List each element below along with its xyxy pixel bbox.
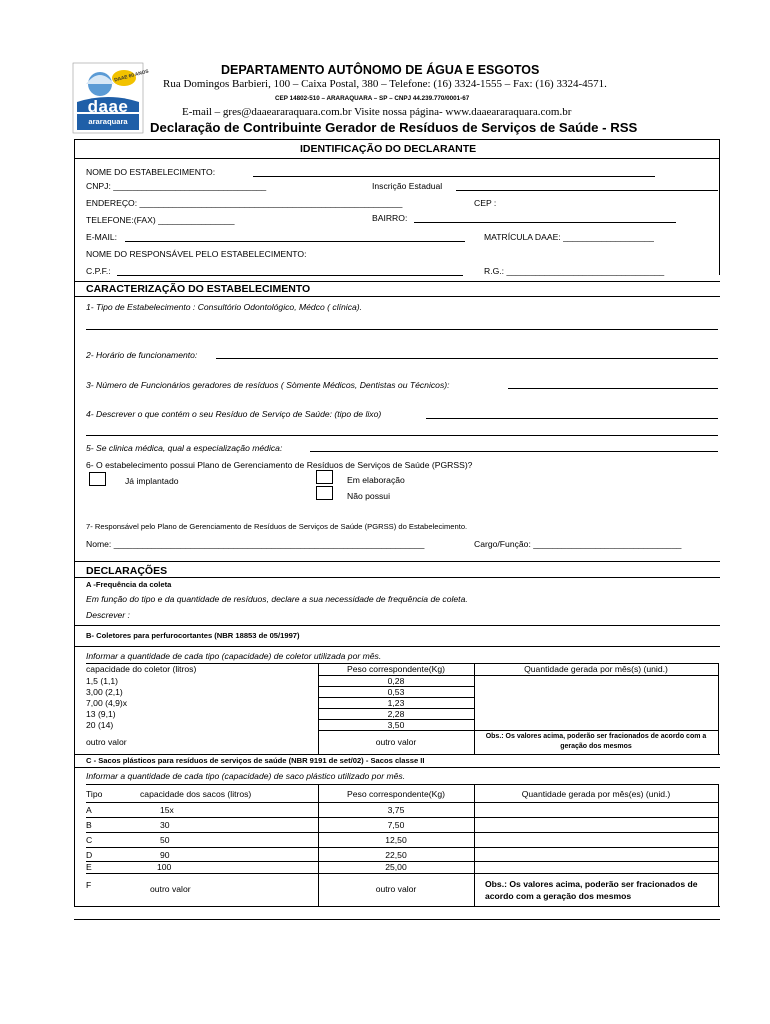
header-title: DEPARTAMENTO AUTÔNOMO DE ÁGUA E ESGOTOS (221, 63, 540, 77)
c-row-e-capacidade: 100 (157, 862, 172, 872)
email-label: E-MAIL: (86, 232, 118, 242)
bairro-field[interactable] (414, 213, 676, 223)
c-row-c-quantidade-input[interactable] (476, 834, 716, 846)
b-row-5-capacidade: 20 (14) (86, 720, 114, 730)
cpf-label: C.P.F.: (86, 266, 111, 276)
ja-implantado-label: Já implantado (125, 476, 179, 486)
caracterizacao-heading: CARACTERIZAÇÃO DO ESTABELECIMENTO (86, 283, 311, 295)
c-row-f-capacidade: outro valor (150, 884, 191, 894)
a-frequencia-title: A -Frequência da coleta (86, 580, 172, 589)
b-row-3-peso: 1,23 (387, 698, 405, 708)
checkbox-em-elaboracao[interactable] (316, 470, 333, 484)
checkbox-ja-implantado[interactable] (89, 472, 106, 486)
responsavel-label: NOME DO RESPONSÁVEL PELO ESTABELECIMENTO: (86, 249, 307, 259)
c-row-b-capacidade: 30 (160, 820, 170, 830)
b-obs: Obs.: Os valores acima, poderão ser fracionados de acordo com a geração dos mesmos (485, 733, 707, 750)
nao-possui-label: Não possui (347, 491, 390, 501)
inscricao-estadual-label: Inscrição Estadual (372, 181, 443, 191)
c-row-d-capacidade: 90 (160, 850, 170, 860)
c-row-e-tipo: E (86, 862, 92, 872)
b-row-3-capacidade: 7,00 (4,9)x (86, 698, 128, 708)
c-row-b-tipo: B (86, 820, 92, 830)
b-coletores-title: B- Coletores para perfurocortantes (NBR 18853 de 05/1997) (86, 631, 300, 640)
inscricao-estadual-field[interactable] (456, 181, 718, 191)
matricula-label: MATRÍCULA DAAE: ___________________ (484, 232, 654, 242)
q1-answer-line[interactable] (86, 329, 718, 330)
b-row-4-peso: 2,28 (387, 709, 405, 719)
c-row-f-peso: outro valor (375, 884, 417, 894)
q7-responsavel-pgrss: 7- Responsável pelo Plano de Gerenciamento de Resíduos de Serviços de Saúde (PGRSS) do Estabelecimento. (86, 522, 468, 531)
doc-title: Declaração de Contribuinte Gerador de Resíduos de Serviços de Saúde - RSS (150, 120, 638, 135)
b-header-quantidade: Quantidade gerada por mês(s) (unid.) (524, 664, 668, 674)
cpf-field[interactable] (117, 266, 463, 276)
rg-label: R.G.: _________________________________ (484, 266, 665, 276)
b-row-3-quantidade-input[interactable] (476, 698, 716, 708)
b-row-1-peso: 0,28 (387, 676, 405, 686)
b-row-4-quantidade-input[interactable] (476, 709, 716, 719)
q6-pgrss: 6- O estabelecimento possui Plano de Gerenciamento de Resíduos de Serviços de Saúde (PGRSS)? (86, 460, 473, 470)
q1-tipo-estabelecimento: 1- Tipo de Estabelecimento : Consultório Odontológico, Médco ( clínica). (86, 302, 363, 312)
declaracoes-heading: DECLARAÇÕES (86, 565, 168, 577)
q4-answer-line-1[interactable] (426, 418, 718, 419)
b-outro-peso: outro valor (375, 737, 417, 747)
c-sacos-text: Informar a quantidade de cada tipo (capacidade) de saco plástico utilizado por mês. (86, 771, 406, 781)
b-row-5-peso: 3,50 (387, 720, 405, 730)
identificacao-heading: IDENTIFICAÇÃO DO DECLARANTE (300, 143, 477, 155)
c-row-a-capacidade: 15x (160, 805, 174, 815)
c-row-e-quantidade-input[interactable] (476, 862, 716, 872)
q4-residuo: 4- Descrever o que contém o seu Resíduo de Serviço de Saúde: (tipo de lixo) (86, 409, 382, 419)
b-row-5-quantidade-input[interactable] (476, 720, 716, 730)
b-header-capacidade: capacidade do coletor (litros) (86, 664, 197, 674)
endereco-label: ENDEREÇO: _______________________________________________________ (86, 198, 403, 208)
nome-estabelecimento-field[interactable] (253, 167, 655, 177)
c-row-a-peso: 3,75 (387, 805, 405, 815)
checkbox-nao-possui[interactable] (316, 486, 333, 500)
b-row-4-capacidade: 13 (9,1) (86, 709, 116, 719)
c-row-a-tipo: A (86, 805, 92, 815)
c-row-b-peso: 7,50 (387, 820, 405, 830)
c-row-d-tipo: D (86, 850, 93, 860)
em-elaboracao-label: Em elaboração (347, 475, 405, 485)
q5-answer-line[interactable] (310, 451, 718, 452)
c-header-tipo: Tipo (86, 789, 103, 799)
logo-sub: araraquara (88, 117, 128, 126)
a-descrever-label: Descrever : (86, 610, 130, 620)
c-header-capacidade: capacidade dos sacos (litros) (140, 789, 252, 799)
c-row-c-peso: 12,50 (385, 835, 407, 845)
header-email-line: E-mail – gres@daaeararaquara.com.br Visite nossa página- www.daaeararaquara.com.br (182, 106, 572, 118)
b-row-2-quantidade-input[interactable] (476, 687, 716, 697)
c-row-c-tipo: C (86, 835, 93, 845)
c-row-d-quantidade-input[interactable] (476, 849, 716, 860)
bairro-label: BAIRRO: (372, 213, 408, 223)
b-outro-capacidade: outro valor (86, 737, 127, 747)
c-header-quantidade: Quantidade gerada por mês(es) (unid.) (521, 789, 671, 799)
c-row-d-peso: 22,50 (385, 850, 407, 860)
q4-answer-line-2[interactable] (86, 435, 718, 436)
q3-answer-line[interactable] (508, 388, 718, 389)
c-row-f-tipo: F (86, 880, 92, 890)
telefone-label: TELEFONE:(FAX) ________________ (86, 215, 235, 225)
c-row-c-capacidade: 50 (160, 835, 170, 845)
c-obs: Obs.: Os valores acima, poderão ser fracionados de acordo com a geração dos mesmos (485, 879, 698, 901)
c-row-e-peso: 25,00 (385, 862, 407, 872)
logo-badge: DAAE 60 ANOS (113, 69, 150, 84)
q2-answer-line[interactable] (216, 358, 718, 359)
c-sacos-title: C - Sacos plásticos para resíduos de serviços de saúde (NBR 9191 de set/02) - Sacos classe II (86, 756, 425, 765)
b-row-2-peso: 0,53 (387, 687, 405, 697)
a-frequencia-text: Em função do tipo e da quantidade de resíduos, declare a sua necessidade de frequência de coleta. (86, 594, 468, 604)
nome-estabelecimento-label: NOME DO ESTABELECIMENTO: (86, 167, 216, 177)
b-row-2-capacidade: 3,00 (2,1) (86, 687, 123, 697)
header-cep-line: CEP 14802-510 – ARARAQUARA – SP – CNPJ 44.239.770/0001-67 (275, 95, 470, 102)
c-header-peso: Peso correspondente(Kg) (347, 789, 445, 799)
q5-especializacao: 5- Se clinica médica, qual a especialização médica: (86, 443, 283, 453)
q3-funcionarios: 3- Número de Funcionários geradores de resíduos ( Sòmente Médicos, Dentistas ou Técnicos): (86, 380, 450, 390)
cnpj-label: CNPJ: ________________________________ (86, 181, 267, 191)
c-row-a-quantidade-input[interactable] (476, 804, 716, 816)
logo (72, 62, 150, 134)
pgrss-cargo-label: Cargo/Função: _______________________________ (474, 539, 682, 549)
email-field[interactable] (125, 232, 465, 242)
b-row-1-capacidade: 1,5 (1,1) (86, 676, 119, 686)
q2-horario: 2- Horário de funcionamento: (86, 350, 198, 360)
b-row-1-quantidade-input[interactable] (476, 676, 716, 686)
pgrss-nome-label: Nome: _________________________________________________________________ (86, 539, 425, 549)
header-address: Rua Domingos Barbieri, 100 – Caixa Postal, 380 – Telefone: (16) 3324-1555 – Fax: (16) 3324-4571. (163, 78, 607, 90)
cep-label: CEP : (474, 198, 497, 208)
b-coletores-text: Informar a quantidade de cada tipo (capacidade) de coletor utilizada por mês. (86, 651, 382, 661)
c-row-b-quantidade-input[interactable] (476, 819, 716, 831)
logo-main: daae (87, 97, 129, 116)
b-header-peso: Peso correspondente(Kg) (347, 664, 445, 674)
